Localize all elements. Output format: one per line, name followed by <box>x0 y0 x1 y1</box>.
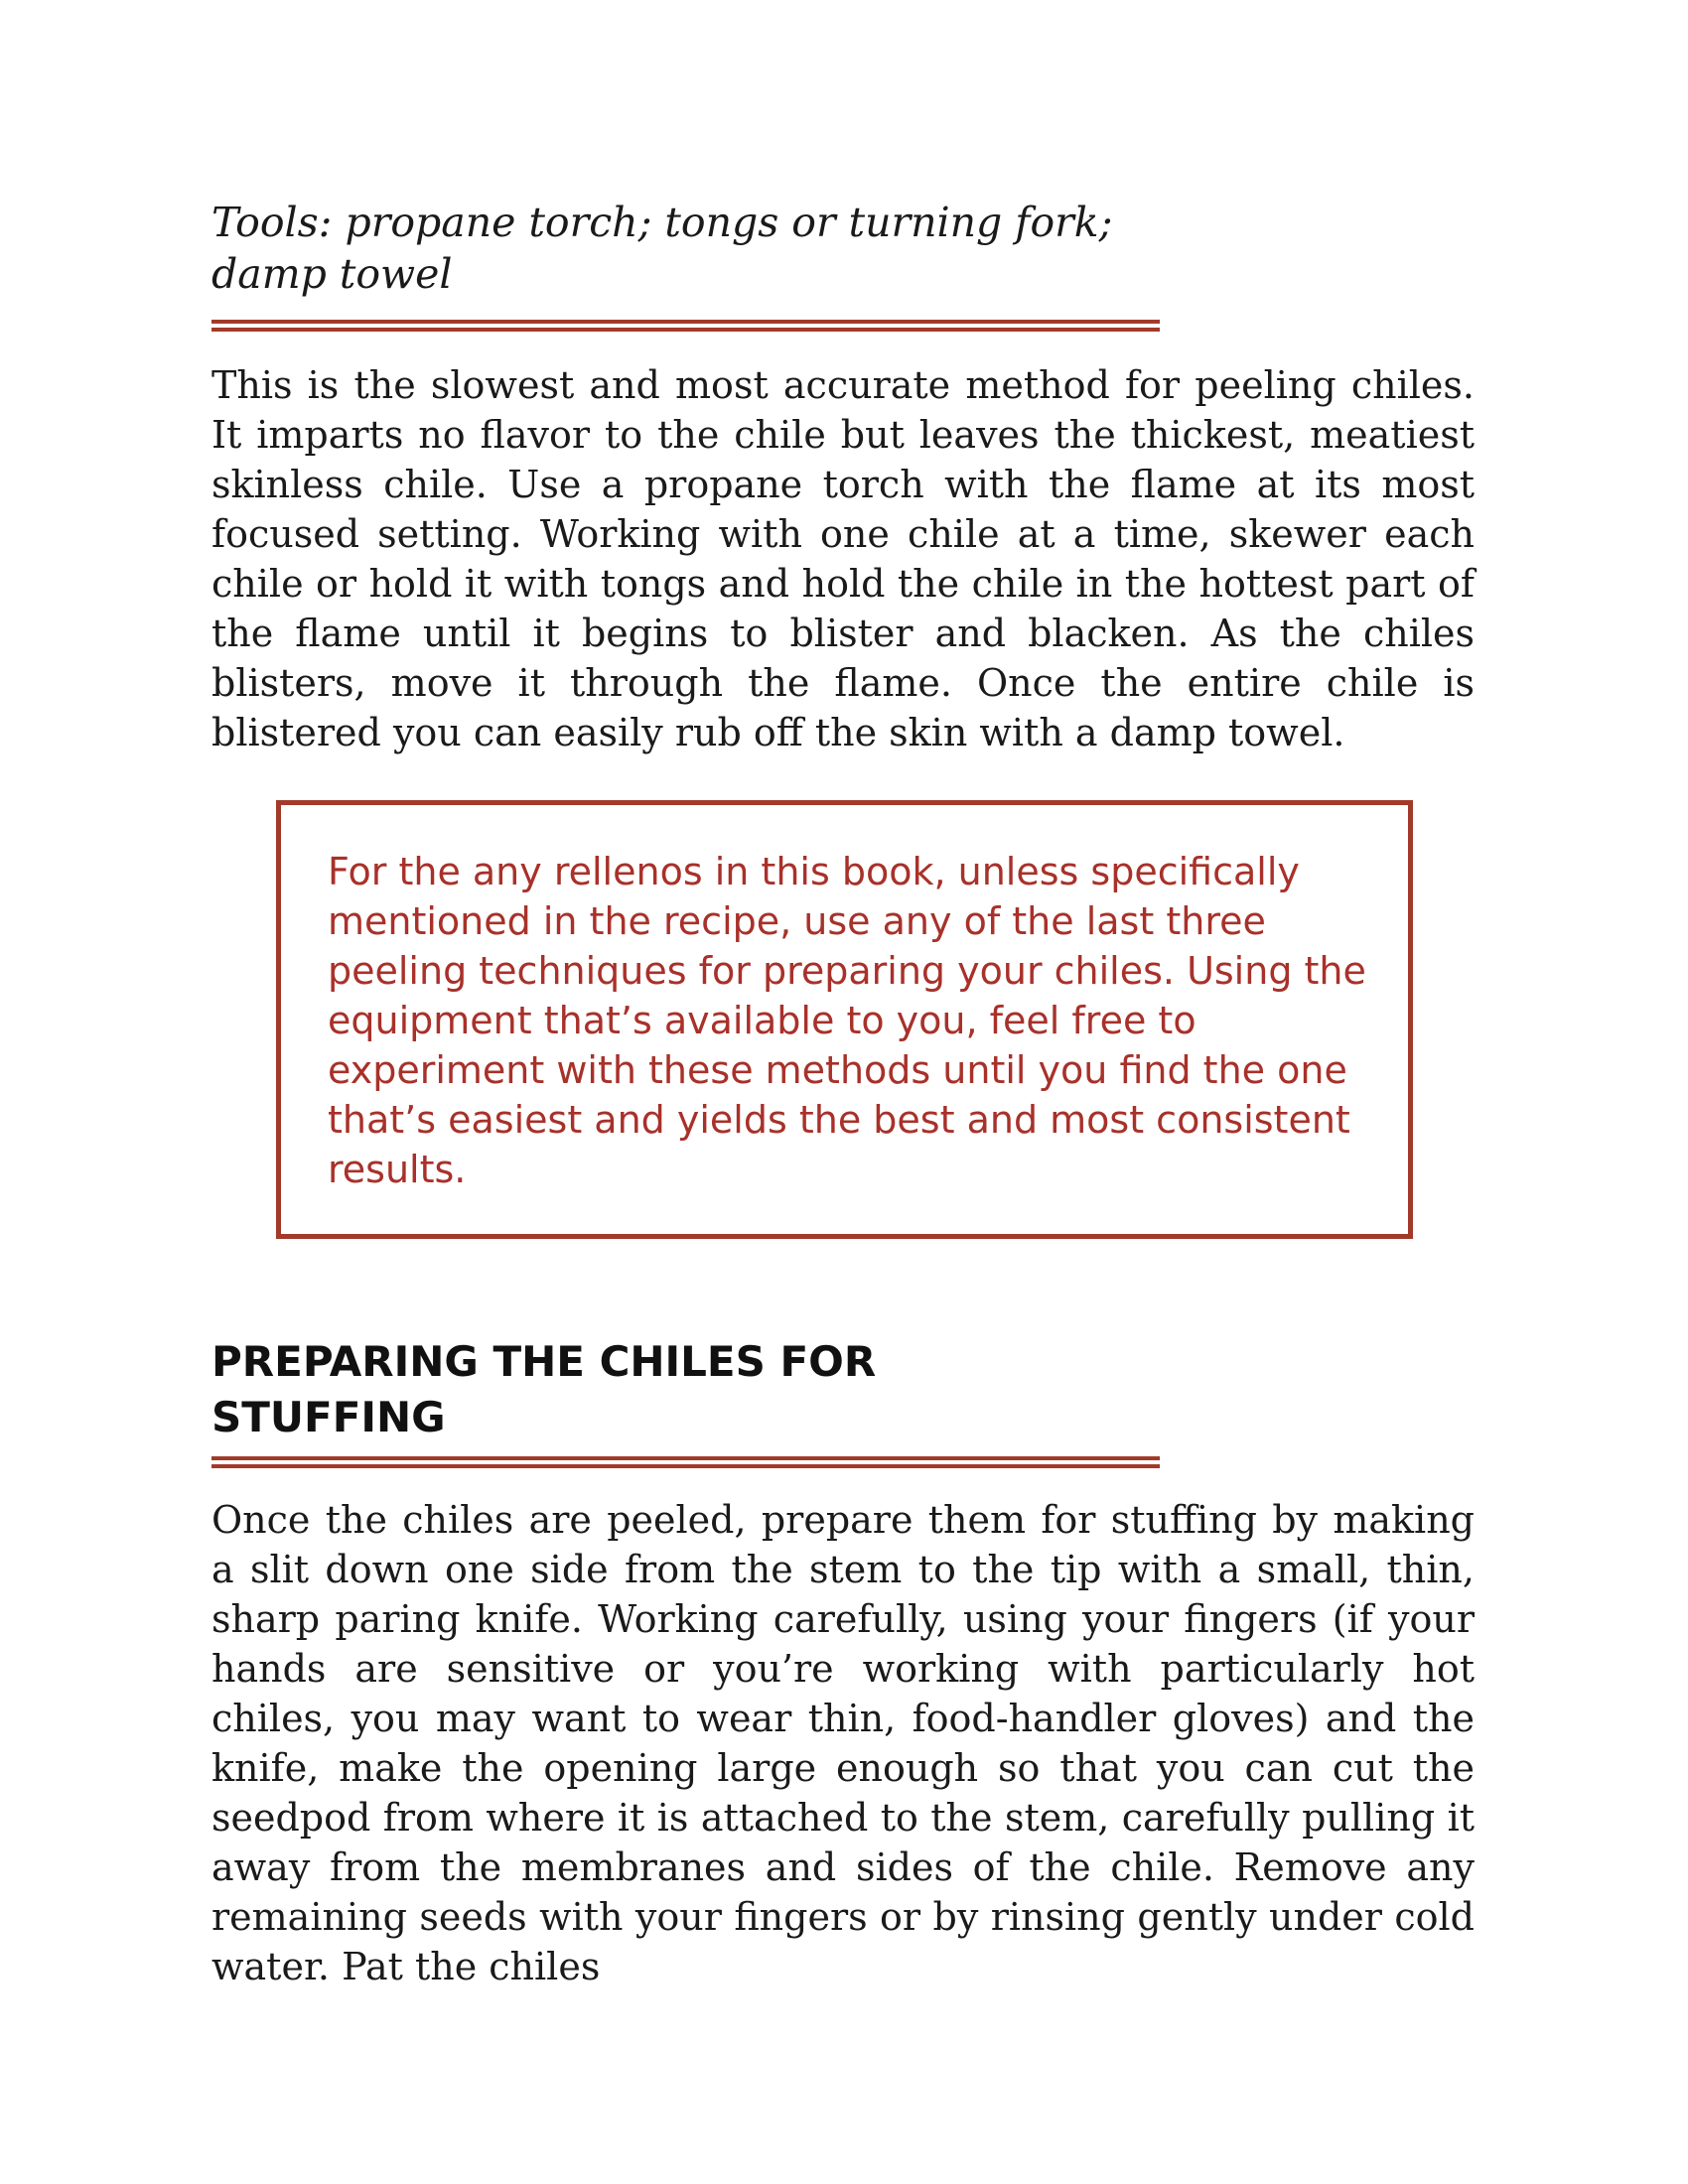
tools-list <box>211 197 1204 300</box>
section-divider <box>211 1456 1160 1468</box>
section-heading-line-1: PREPARING THE CHILES FOR <box>211 1337 877 1386</box>
torch-method-paragraph: This is the slowest and most accurate method for peeling chiles. It imparts no flavor to the chile but leaves the thickest, meatiest skinless chile. Use a propane torch with the flame at its most focused setting. Working with one chile at a time, skewer each chile or hold it with tongs and hold the chile in the hottest part of the flame until it begins to blister and blacken. As the chiles blisters, move it through the flame. Once the entire chile is blistered you can easily rub off the skin with a damp towel. <box>211 363 1475 754</box>
tools-line-1: Tools: propane torch; tongs or turning fork; <box>211 199 1113 246</box>
section-heading <box>211 1334 1105 1445</box>
tip-callout-text: For the any rellenos in this book, unless specifically mentioned in the recipe, use any of the last three peeling techniques for preparing your chiles. Using the equipment that’s available to you, feel free to experiment with these methods until you find the one that’s easiest and yields the best and most consistent results. <box>328 850 1366 1191</box>
stuffing-prep-paragraph: Once the chiles are peeled, prepare them for stuffing by making a slit down one side from the stem to the tip with a small, thin, sharp paring knife. Working carefully, using your fingers (if your hands are sensitive or you’re working with particularly hot chiles, you may want to wear thin, food-handler gloves) and the knife, make the opening large enough so that you can cut the seedpod from where it is attached to the stem, carefully pulling it away from the membranes and sides of the chile. Remove any remaining seeds with your fingers or by rinsing gently under cold water. Pat the chiles <box>211 1498 1475 1988</box>
tools-divider <box>211 320 1160 332</box>
section-heading-line-2: STUFFING <box>211 1393 446 1441</box>
tip-callout-box <box>276 800 1413 1239</box>
tools-line-2: damp towel <box>211 250 453 298</box>
